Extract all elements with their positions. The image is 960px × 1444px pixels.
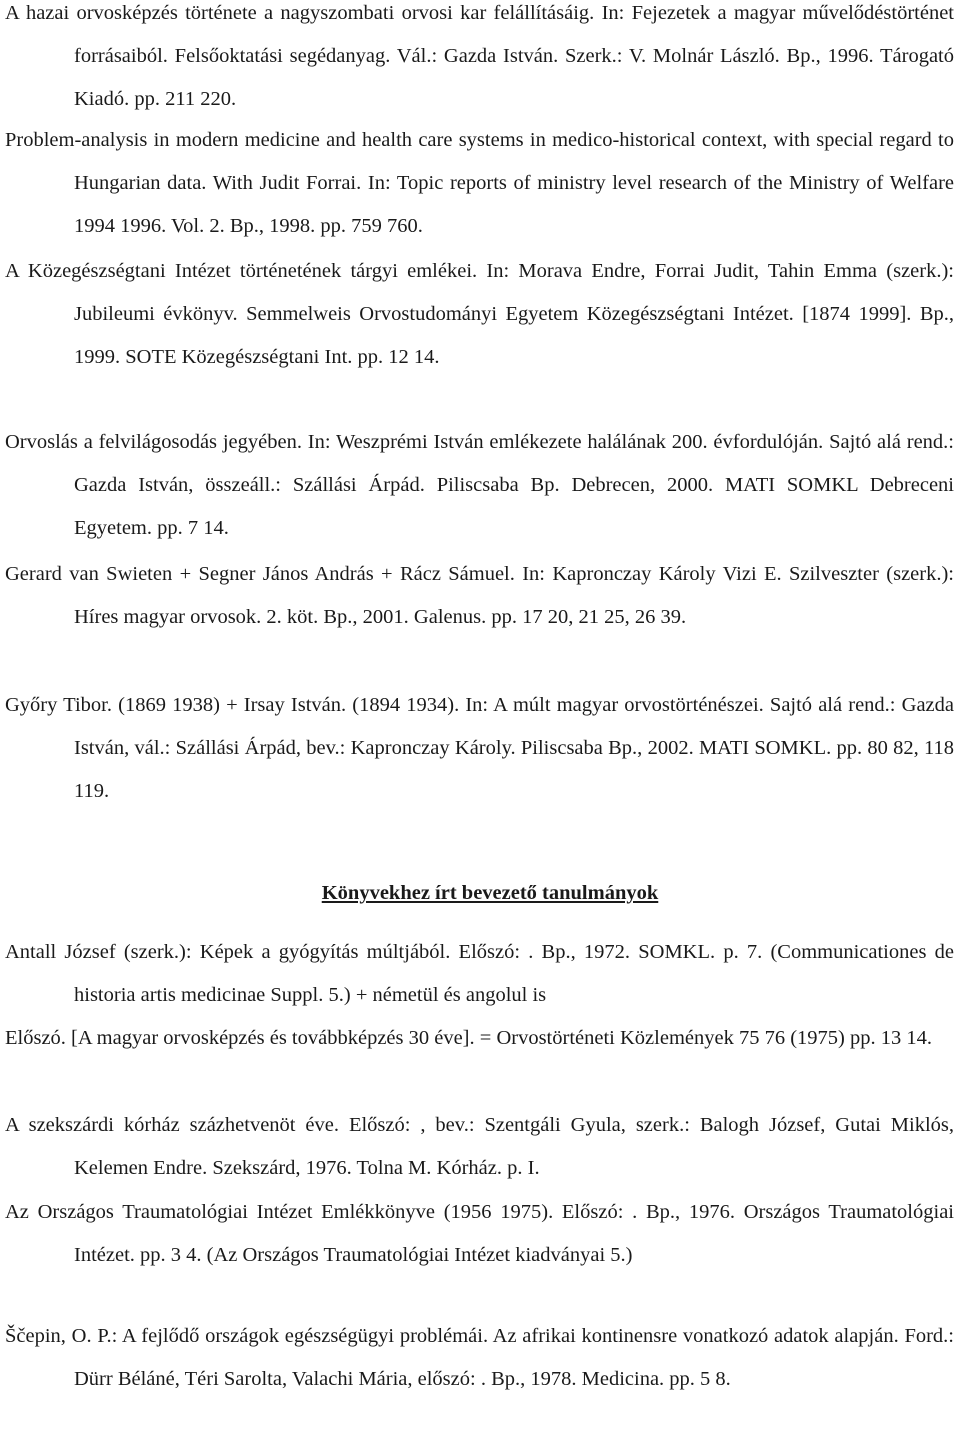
bibliography-entry: Győry Tibor. (1869 1938) + Irsay István. (1894 1934). In: A múlt magyar orvostörténészei. Sajtó alá rend.: Gazda István, vál.: Szállási Árpád, bev.: Kapronczay Károly. Piliscsaba Bp., 2002. MATI SOMKL. pp. 80 82, 118 119.: [5, 694, 954, 802]
bibliography-entry: Előszó. [A magyar orvosképzés és továbbképzés 30 éve]. = Orvostörténeti Közlemények 75 76 (1975) pp. 13 14.: [5, 1027, 932, 1049]
bibliography-entry: A szekszárdi kórház százhetvenöt éve. Előszó: , bev.: Szentgáli Gyula, szerk.: Balogh József, Gutai Miklós, Kelemen Endre. Szekszárd, 1976. Tolna M. Kórház. p. I.: [5, 1114, 954, 1179]
bibliography-entry: Antall József (szerk.): Képek a gyógyítás múltjából. Előszó: . Bp., 1972. SOMKL. p. 7. (Communicationes de historia artis medicinae Suppl. 5.) + németül és angolul is: [5, 941, 954, 1006]
bibliography-entry: A hazai orvosképzés története a nagyszombati orvosi kar felállításáig. In: Fejezetek a magyar művelődéstörténet forrásaiból. Felsőoktatási segédanyag. Vál.: Gazda István. Szerk.: V. Molnár László. Bp., 1996. Tárogató Kiadó. pp. 211 220.: [5, 2, 954, 110]
bibliography-entry: A Közegészségtani Intézet történetének tárgyi emlékei. In: Morava Endre, Forrai Judit, Tahin Emma (szerk.): Jubileumi évkönyv. Semmelweis Orvostudományi Egyetem Közegészségtani Intézet. [1874 1999]. Bp., 1999. SOTE Közegészségtani Int. pp. 12 14.: [5, 260, 954, 368]
bibliography-entry: Az Országos Traumatológiai Intézet Emlékkönyve (1956 1975). Előszó: . Bp., 1976. Országos Traumatológiai Intézet. pp. 3 4. (Az Országos Traumatológiai Intézet kiadványai 5.): [5, 1201, 954, 1266]
bibliography-entry: Problem-analysis in modern medicine and health care systems in medico-historical context, with special regard to Hungarian data. With Judit Forrai. In: Topic reports of ministry level research of the Ministry of Welfare 1994 1996. Vol. 2. Bp., 1998. pp. 759 760.: [5, 129, 954, 237]
bibliography-entry: Ščepin, O. P.: A fejlődő országok egészségügyi problémái. Az afrikai kontinensre vonatkozó adatok alapján. Ford.: Dürr Béláné, Téri Sarolta, Valachi Mária, előszó: . Bp., 1978. Medicina. pp. 5 8.: [5, 1325, 954, 1390]
bibliography-entry: Gerard van Swieten + Segner János András + Rácz Sámuel. In: Kapronczay Károly Vizi E. Szilveszter (szerk.): Híres magyar orvosok. 2. köt. Bp., 2001. Galenus. pp. 17 20, 21 25, 26 39.: [5, 563, 954, 628]
bibliography-entry: Orvoslás a felvilágosodás jegyében. In: Weszprémi István emlékezete halálának 200. évfordulóján. Sajtó alá rend.: Gazda István, összeáll.: Szállási Árpád. Piliscsaba Bp. Debrecen, 2000. MATI SOMKL Debreceni Egyetem. pp. 7 14.: [5, 431, 954, 539]
section-heading: Könyvekhez írt bevezető tanulmányok: [321, 882, 659, 904]
